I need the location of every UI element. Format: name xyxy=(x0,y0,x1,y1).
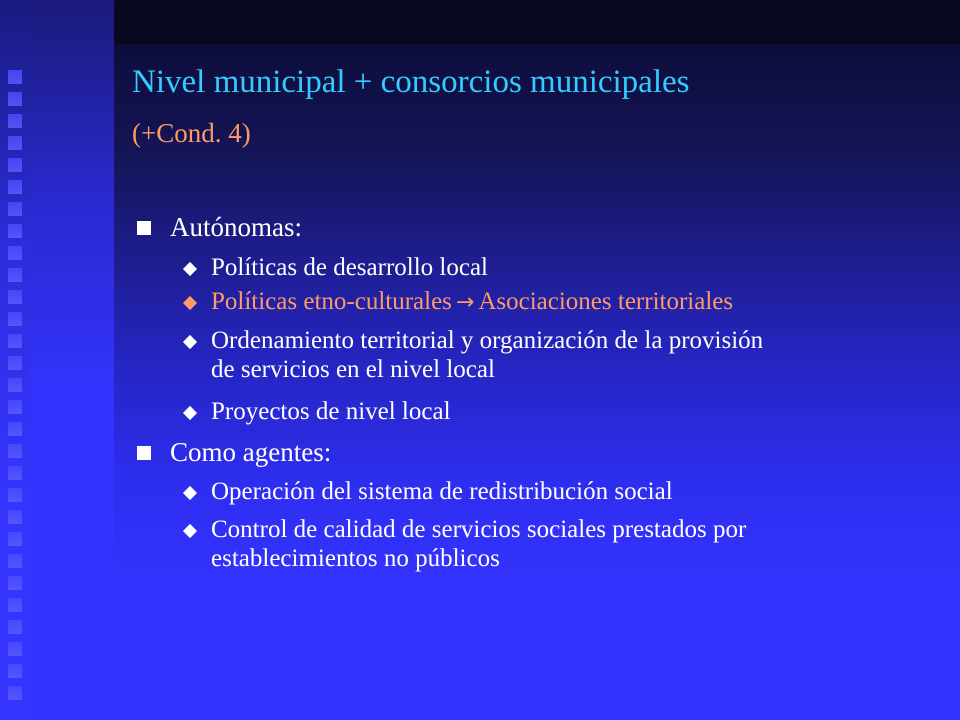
diamond-bullet-icon xyxy=(183,406,197,420)
square-bullet-icon xyxy=(137,446,151,460)
list-item: Operación del sistema de redistribución social xyxy=(211,478,673,505)
diamond-bullet-icon xyxy=(183,486,197,500)
list-item-highlighted xyxy=(211,287,931,317)
list-item-text: Políticas etno-culturales xyxy=(211,288,452,315)
diamond-bullet-icon xyxy=(183,335,197,349)
list-item: Control de calidad de servicios sociales prestados por xyxy=(211,516,747,543)
section-heading-autonomas: Autónomas: xyxy=(170,212,302,242)
list-item: Proyectos de nivel local xyxy=(211,398,451,425)
diamond-bullet-icon xyxy=(183,296,197,310)
list-item-continuation: de servicios en el nivel local xyxy=(211,356,495,383)
square-bullet-icon xyxy=(137,221,151,235)
list-item-continuation: establecimientos no públicos xyxy=(211,545,500,572)
diamond-bullet-icon xyxy=(183,524,197,538)
right-arrow-icon: → xyxy=(455,290,475,315)
slide-subtitle: (+Cond. 4) xyxy=(132,118,251,148)
list-item: Ordenamiento territorial y organización de la provisión xyxy=(211,327,764,354)
slide-title: Nivel municipal + consorcios municipales xyxy=(132,64,690,100)
list-item: Políticas de desarrollo local xyxy=(211,254,489,281)
section-heading-como-agentes: Como agentes: xyxy=(170,437,332,467)
list-item-arrow-target: Asociaciones territoriales xyxy=(478,288,734,315)
diamond-bullet-icon xyxy=(183,262,197,276)
